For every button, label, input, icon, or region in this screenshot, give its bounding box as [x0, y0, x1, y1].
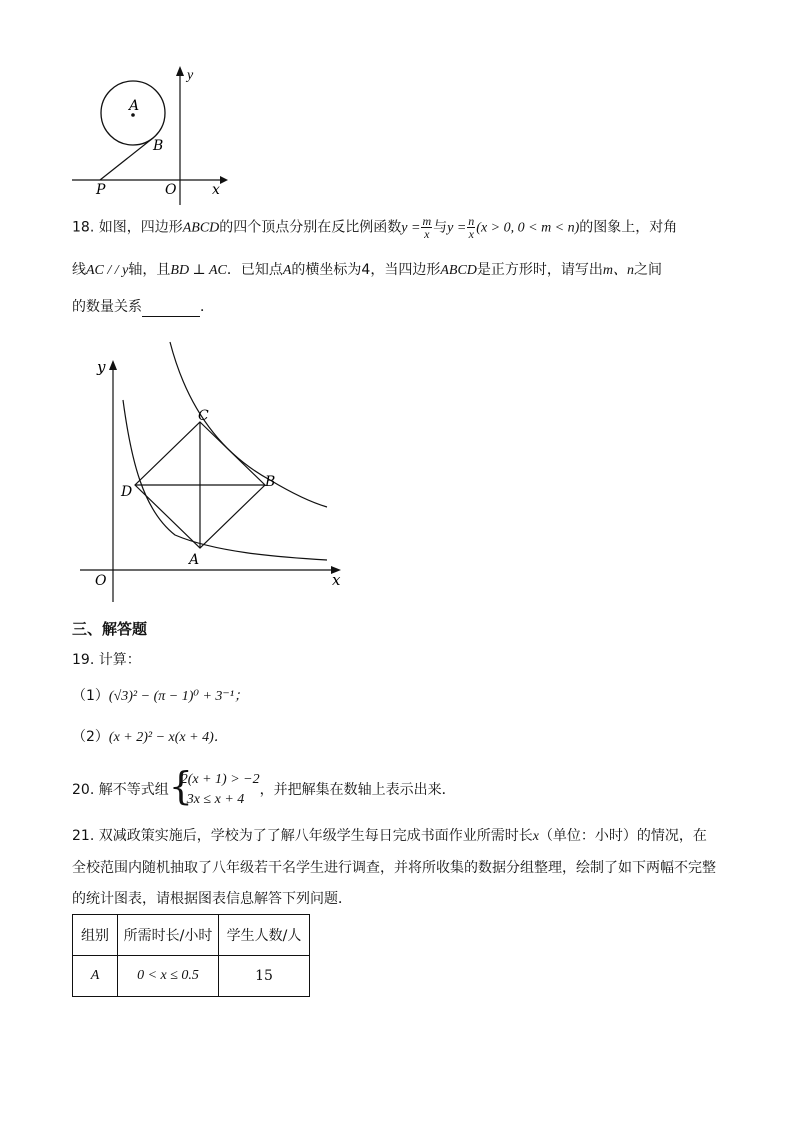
cell-count: 15: [219, 956, 310, 997]
header-duration: 所需时长/小时: [118, 915, 219, 956]
q18-func2-fraction: [467, 215, 475, 240]
q19-title: 19. 计算：: [72, 652, 141, 668]
fig18-o-label: O: [95, 573, 107, 589]
q18-abcd: ABCD: [182, 220, 220, 236]
q18-mn: m、n: [602, 263, 635, 278]
q18-func2-lhs: y =: [447, 220, 467, 236]
q19-part1-label: （1）: [72, 688, 109, 704]
section-heading: 三、解答题: [72, 620, 148, 638]
figure-18: [75, 340, 355, 605]
q19-part1-expr: (√3)² − (π − 1)⁰ + 3⁻¹；: [108, 689, 249, 704]
y-axis-arrow: [176, 66, 184, 76]
q21-line1-a: 21. 双减政策实施后，学校为了了解八年级学生每日完成书面作业所需时长: [72, 828, 533, 844]
inequality-1: 2(x + 1) > −2: [180, 772, 260, 787]
q18-func1-num: m: [422, 214, 432, 228]
curve-n-over-x: [170, 342, 327, 507]
q21-line1: [72, 826, 707, 847]
q18-line2-c: ．已知点: [226, 262, 283, 278]
q21-line1-b: （单位：小时）的情况，在: [538, 828, 707, 844]
table-row: [73, 956, 310, 997]
q18-line3: [72, 297, 214, 317]
inequality-system: [168, 764, 260, 810]
q18-line3-text: 的数量关系: [72, 299, 142, 315]
fig18-d-label: D: [121, 484, 133, 500]
q19-part2-expr: (x + 2)² − x(x + 4)．: [108, 730, 228, 745]
fig18-c-label: C: [198, 408, 209, 424]
q18-line2-e: 是正方形时，请写出: [476, 262, 603, 278]
q18-point-a: A: [282, 263, 292, 278]
q21-line3: 的统计图表，请根据图表信息解答下列问题．: [72, 891, 352, 907]
q18-func2-num: n: [468, 214, 475, 228]
q20: [72, 764, 456, 812]
q18-func2-den: x: [468, 227, 474, 241]
fig17-a-label: A: [129, 98, 140, 114]
q18-func1-lhs: y =: [401, 220, 421, 236]
q18-text4: 的图象上，对角: [579, 219, 678, 236]
y-axis-arrow: [109, 360, 117, 370]
brace-icon: {: [168, 764, 193, 808]
cell-duration: 0 < x ≤ 0.5: [118, 956, 219, 997]
q18-line2-b: 轴，且: [128, 262, 171, 278]
header-count: 学生人数/人: [219, 915, 310, 956]
fig17-o-label: O: [165, 182, 177, 198]
figure-17: [60, 60, 240, 210]
q20-prefix: 20. 解不等式组: [72, 782, 169, 798]
fig18-y-label: y: [97, 358, 106, 376]
q18-abcd2: ABCD: [440, 263, 477, 278]
fig17-y-label: y: [187, 68, 194, 83]
inequality-2: 3x ≤ x + 4: [186, 792, 245, 807]
cell-group: A: [73, 956, 118, 997]
q19-part2-label: （2）: [72, 729, 109, 745]
q18-line2-a: 线: [72, 262, 86, 278]
fig18-b-label: B: [265, 474, 276, 490]
curve-m-over-x: [123, 400, 327, 560]
stats-table: [72, 914, 310, 997]
answer-blank[interactable]: [142, 302, 200, 317]
q18-condition: (x > 0, 0 < m < n): [476, 220, 580, 236]
x-axis-arrow: [220, 176, 228, 184]
fig17-b-label: B: [153, 138, 164, 154]
q18-text2: 的四个顶点分别在反比例函数: [219, 219, 402, 236]
q18-line1: [72, 215, 677, 240]
fig18-x-label: x: [332, 571, 341, 589]
q18-number: 18.: [72, 219, 95, 236]
q20-suffix: ，并把解集在数轴上表示出来．: [259, 782, 456, 798]
q18-text1: 如图，四边形: [98, 219, 183, 236]
q21-line2: 全校范围内随机抽取了八年级若干名学生进行调查，并将所收集的数据分组整理，绘制了如下两幅不完整: [72, 860, 716, 876]
q18-line2-d: 的横坐标为4，当四边形: [291, 262, 441, 278]
q18-func1-den: x: [424, 227, 430, 241]
q18-end: ．: [200, 299, 214, 315]
q18-bd-perp-ac: BD ⊥ AC: [170, 263, 227, 278]
q18-line2-f: 之间: [634, 262, 663, 278]
q19-part1: [72, 686, 248, 707]
table-header-row: [73, 915, 310, 956]
q18-func1-fraction: [421, 215, 432, 240]
fig17-x-label: x: [212, 182, 220, 198]
q18-text3: 与: [433, 219, 448, 236]
q19-part2: [72, 727, 228, 748]
q18-ac-parallel-y: AC / / y: [86, 263, 129, 278]
fig17-p-label: P: [96, 182, 106, 198]
q18-line2: [72, 260, 662, 281]
fig18-a-label: A: [189, 552, 200, 568]
q21-var-x: x: [532, 829, 539, 844]
header-group: 组别: [73, 915, 118, 956]
